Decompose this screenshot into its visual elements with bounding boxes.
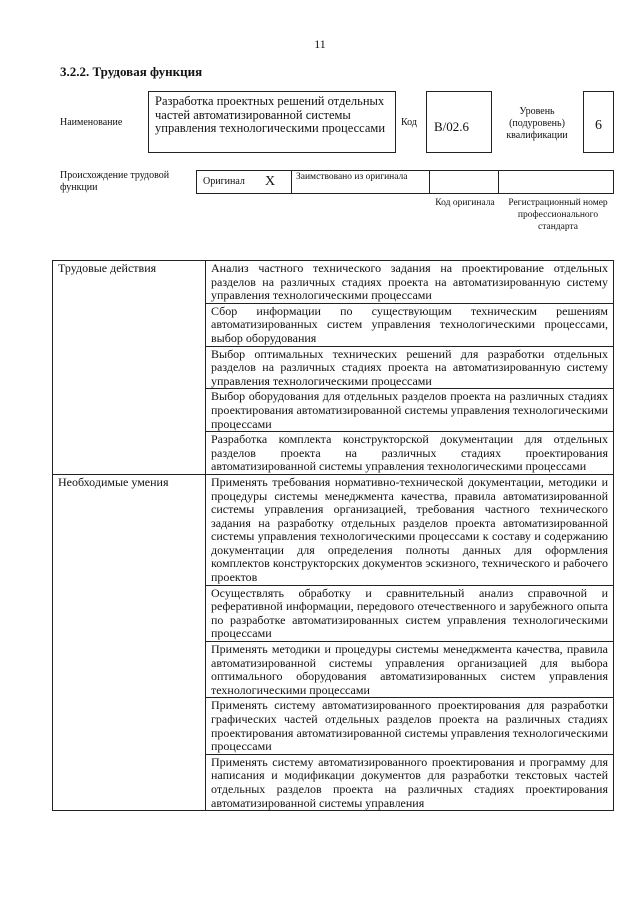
function-name-box: Разработка проектных решений отдельных частей автоматизированной системы управления технологическими процессами [148, 91, 396, 153]
section-title-cell: Трудовые действия [53, 261, 206, 475]
original-cell [196, 170, 292, 194]
name-label: Наименование [60, 117, 123, 128]
table-cell: Сбор информации по существующим техническим решениям автоматизированных систем управления технологическими процессами, выбор оборудования [206, 303, 614, 346]
original-code-label: Код оригинала [435, 198, 495, 208]
table-row [53, 474, 614, 585]
original-label: Оригинал [203, 176, 245, 187]
table-cell: Применять систему автоматизированного проектирования для разработки графических частей отдельных разделов проекта на различных стадиях проектирования автоматизированной системы управления технологическими процессами [206, 698, 614, 754]
borrowed-cell: Заимствовано из оригинала [291, 170, 430, 194]
level-label: Уровень (подуровень) квалификации [506, 106, 568, 141]
origin-label: Происхождение трудовой функции [60, 170, 170, 193]
table-cell: Осуществлять обработку и сравнительный анализ справочной и реферативной информации, передового отечественного и зарубежного опыта по разработке автоматизированных систем управления технологическими процессами [206, 585, 614, 641]
table-cell: Применять методики и процедуры системы менеджмента качества, правила автоматизированной системы управления организацией для выбора оптимального оборудования автоматизированных систем управления технологическими процессами [206, 642, 614, 698]
origin-row [196, 170, 614, 194]
table-cell: Выбор оптимальных технических решений для разработки отдельных разделов на различных стадиях проекта на автоматизированную систему управления технологическими процессами [206, 346, 614, 389]
table-cell: Применять требования нормативно-технической документации, методики и процедуры системы менеджмента качества, правила автоматизированной системы управления организацией, требования частного технического задания на разработку отдельных разделов проекта автоматизированной системы управления технологическими процессами к составу и содержанию документации для определения полноты данных для оформления комплектов конструкторских документов эскизного, технического и рабочего проектов [206, 474, 614, 585]
page-number: 11 [314, 37, 326, 51]
original-mark: X [265, 174, 276, 189]
section-title: 3.2.2. Трудовая функция [60, 64, 203, 79]
function-table [52, 260, 614, 811]
table-row [53, 261, 614, 304]
table-cell: Применять систему автоматизированного проектирования и программу для написания и модификации документов для разработки текстовых частей отдельных разделов проекта на различных стадиях проектирования автоматизированной системы управления [206, 754, 614, 810]
qualification-level-box: 6 [583, 91, 614, 153]
table-cell: Выбор оборудования для отдельных разделов проекта на различных стадиях проектирования автоматизированной системы управления технологическими процессами [206, 389, 614, 432]
original-code-cell [429, 170, 499, 194]
code-label: Код [401, 117, 417, 128]
section-title-cell: Необходимые умения [53, 474, 206, 810]
table-cell: Анализ частного технического задания на проектирование отдельных разделов на различных стадиях проекта на автоматизированную систему управления технологическими процессами [206, 261, 614, 304]
function-code-box: В/02.6 [426, 91, 492, 153]
reg-number-label: Регистрационный номер профессионального стандарта [508, 198, 608, 232]
table-cell: Разработка комплекта конструкторской документации для отдельных разделов проекта на различных стадиях проектирования автоматизированной системы управления технологическими процессами [206, 432, 614, 475]
reg-number-cell [498, 170, 614, 194]
